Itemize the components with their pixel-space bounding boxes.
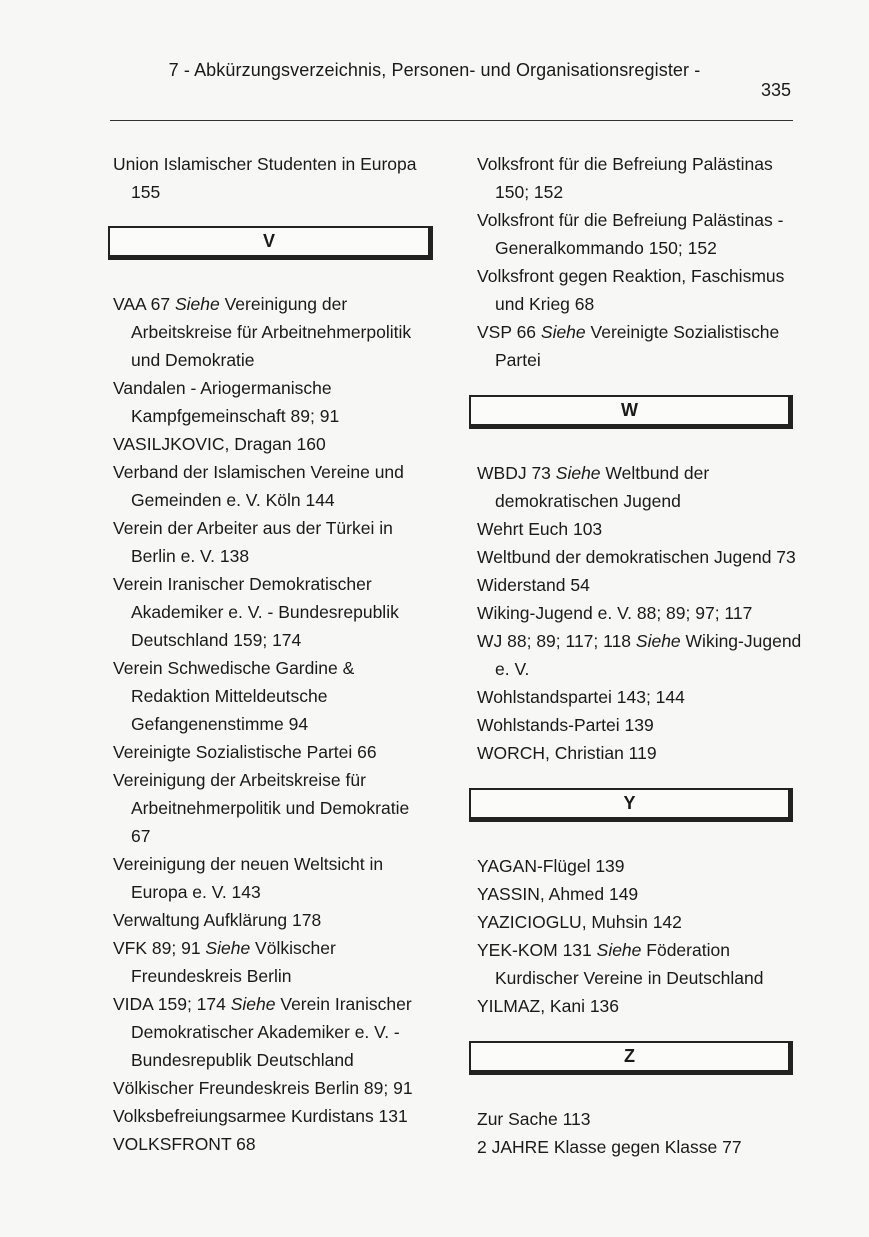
index-entry: [477, 936, 802, 992]
entry-text: Widerstand 54: [477, 575, 590, 595]
entry-text: Wohlstands-Partei 139: [477, 715, 654, 735]
entry-text: WORCH, Christian 119: [477, 743, 657, 763]
entry-text: Wehrt Euch 103: [477, 519, 603, 539]
entry-text: Zur Sache 113: [477, 1109, 591, 1129]
index-entry: [477, 599, 802, 627]
index-entry: [477, 515, 802, 543]
entry-text: YAZICIOGLU, Muhsin 142: [477, 912, 682, 932]
entries-v: [113, 290, 433, 1158]
entry-text: Verein der Arbeiter aus der Türkei in Berlin e. V. 138: [113, 518, 393, 566]
siehe-reference: Siehe: [174, 294, 220, 314]
entry-reference-target: Verein Iranischer Demokratischer Akademiker e. V. - Bundesrepublik Deutschland: [131, 994, 412, 1070]
index-entry: [477, 1105, 802, 1133]
entry-reference-target: Völkischer Freundeskreis Berlin: [131, 938, 336, 986]
entry-text: WJ 88; 89; 117; 118: [477, 631, 636, 651]
entry-text: VSP 66: [477, 322, 541, 342]
left-column: [113, 150, 433, 1158]
index-entry: [113, 150, 433, 206]
entry-text: VFK 89; 91: [113, 938, 206, 958]
entry-text: VAA 67: [113, 294, 175, 314]
index-entry: [113, 514, 433, 570]
entry-reference-target: Weltbund der demokratischen Jugend: [495, 463, 710, 511]
entry-reference-target: Vereinigte Sozialistische Partei: [495, 322, 780, 370]
entry-reference-target: Wiking-Jugend e. V.: [495, 631, 802, 679]
index-entry: [113, 458, 433, 514]
index-entry: [113, 934, 433, 990]
entries-before-v: [113, 150, 433, 206]
entries-y: [477, 852, 802, 1020]
entry-text: Wohlstandspartei 143; 144: [477, 687, 685, 707]
letter-heading-z: Z: [469, 1041, 793, 1075]
index-entry: [113, 1074, 433, 1102]
index-entry: [113, 654, 433, 738]
entry-text: 2 JAHRE Klasse gegen Klasse 77: [477, 1137, 742, 1157]
index-entry: [477, 880, 802, 908]
entries-z: [477, 1105, 802, 1161]
index-entry: [477, 852, 802, 880]
index-entry: [477, 711, 802, 739]
entry-text: Vereinigte Sozialistische Partei 66: [113, 742, 377, 762]
entry-text: Verband der Islamischen Vereine und Gemeinden e. V. Köln 144: [113, 462, 404, 510]
entry-text: Verwaltung Aufklärung 178: [113, 910, 322, 930]
index-entry: [113, 374, 433, 430]
entry-reference-target: Vereinigung der Arbeitskreise für Arbeitnehmerpolitik und Demokratie: [131, 294, 412, 370]
entry-text: VASILJKOVIC, Dragan 160: [113, 434, 326, 454]
index-entry: [113, 570, 433, 654]
letter-heading-v: V: [108, 226, 433, 260]
index-entry: [113, 430, 433, 458]
index-entry: [477, 459, 802, 515]
index-entry: [113, 850, 433, 906]
page-number: 335: [760, 80, 791, 100]
entry-text: Volksfront für die Befreiung Palästinas 150; 152: [477, 154, 773, 202]
index-entry: [477, 683, 802, 711]
letter-heading-y: Y: [469, 788, 793, 822]
index-entry: [113, 1130, 433, 1158]
entry-text: Verein Schwedische Gardine & Redaktion Mitteldeutsche Gefangenenstimme 94: [113, 658, 355, 734]
letter-heading-w: W: [469, 395, 793, 429]
entry-text: Völkischer Freundeskreis Berlin 89; 91: [113, 1078, 413, 1098]
entry-text: VOLKSFRONT 68: [113, 1134, 256, 1154]
index-entry: [477, 739, 802, 767]
index-entry: [113, 738, 433, 766]
index-entry: [477, 1133, 802, 1161]
siehe-reference: Siehe: [596, 940, 642, 960]
index-entry: [113, 290, 433, 374]
index-entry: [477, 150, 802, 206]
siehe-reference: Siehe: [205, 938, 251, 958]
header-title: 7 - Abkürzungsverzeichnis, Personen- und Organisationsregister -: [168, 60, 701, 80]
entry-text: YASSIN, Ahmed 149: [477, 884, 639, 904]
index-entry: [477, 571, 802, 599]
index-entry: [477, 262, 802, 318]
siehe-reference: Siehe: [635, 631, 681, 651]
entry-reference-target: Föderation Kurdischer Vereine in Deutschland: [495, 940, 764, 988]
index-entry: [477, 543, 802, 571]
index-entry: [113, 766, 433, 850]
entry-text: WBDJ 73: [477, 463, 556, 483]
index-entry: [113, 990, 433, 1074]
index-entry: [477, 627, 802, 683]
entries-w: [477, 459, 802, 767]
entry-text: Weltbund der demokratischen Jugend 73: [477, 547, 796, 567]
index-entry: [477, 318, 802, 374]
index-entry: [477, 908, 802, 936]
right-column: [477, 150, 802, 1161]
header-rule: [110, 120, 793, 121]
entry-text: Verein Iranischer Demokratischer Akademiker e. V. - Bundesrepublik Deutschland 159; 174: [113, 574, 399, 650]
entry-text: Volksfront für die Befreiung Palästinas - Generalkommando 150; 152: [477, 210, 784, 258]
siehe-reference: Siehe: [540, 322, 586, 342]
index-entry: [113, 906, 433, 934]
entry-text: Volksbefreiungsarmee Kurdistans 131: [113, 1106, 408, 1126]
siehe-reference: Siehe: [555, 463, 601, 483]
entry-text: Union Islamischer Studenten in Europa 155: [113, 154, 417, 202]
entry-text: YEK-KOM 131: [477, 940, 597, 960]
index-entry: [113, 1102, 433, 1130]
index-entry: [477, 206, 802, 262]
entry-text: Volksfront gegen Reaktion, Faschismus und Krieg 68: [477, 266, 785, 314]
entry-text: Vereinigung der Arbeitskreise für Arbeitnehmerpolitik und Demokratie 67: [113, 770, 410, 846]
entry-text: YAGAN-Flügel 139: [477, 856, 625, 876]
siehe-reference: Siehe: [230, 994, 276, 1014]
entry-text: VIDA 159; 174: [113, 994, 231, 1014]
index-entry: [477, 992, 802, 1020]
entry-text: YILMAZ, Kani 136: [477, 996, 620, 1016]
entries-v-continued: [477, 150, 802, 374]
entry-text: Vandalen - Ariogermanische Kampfgemeinschaft 89; 91: [113, 378, 340, 426]
entry-text: Vereinigung der neuen Weltsicht in Europa e. V. 143: [113, 854, 384, 902]
entry-text: Wiking-Jugend e. V. 88; 89; 97; 117: [477, 603, 753, 623]
